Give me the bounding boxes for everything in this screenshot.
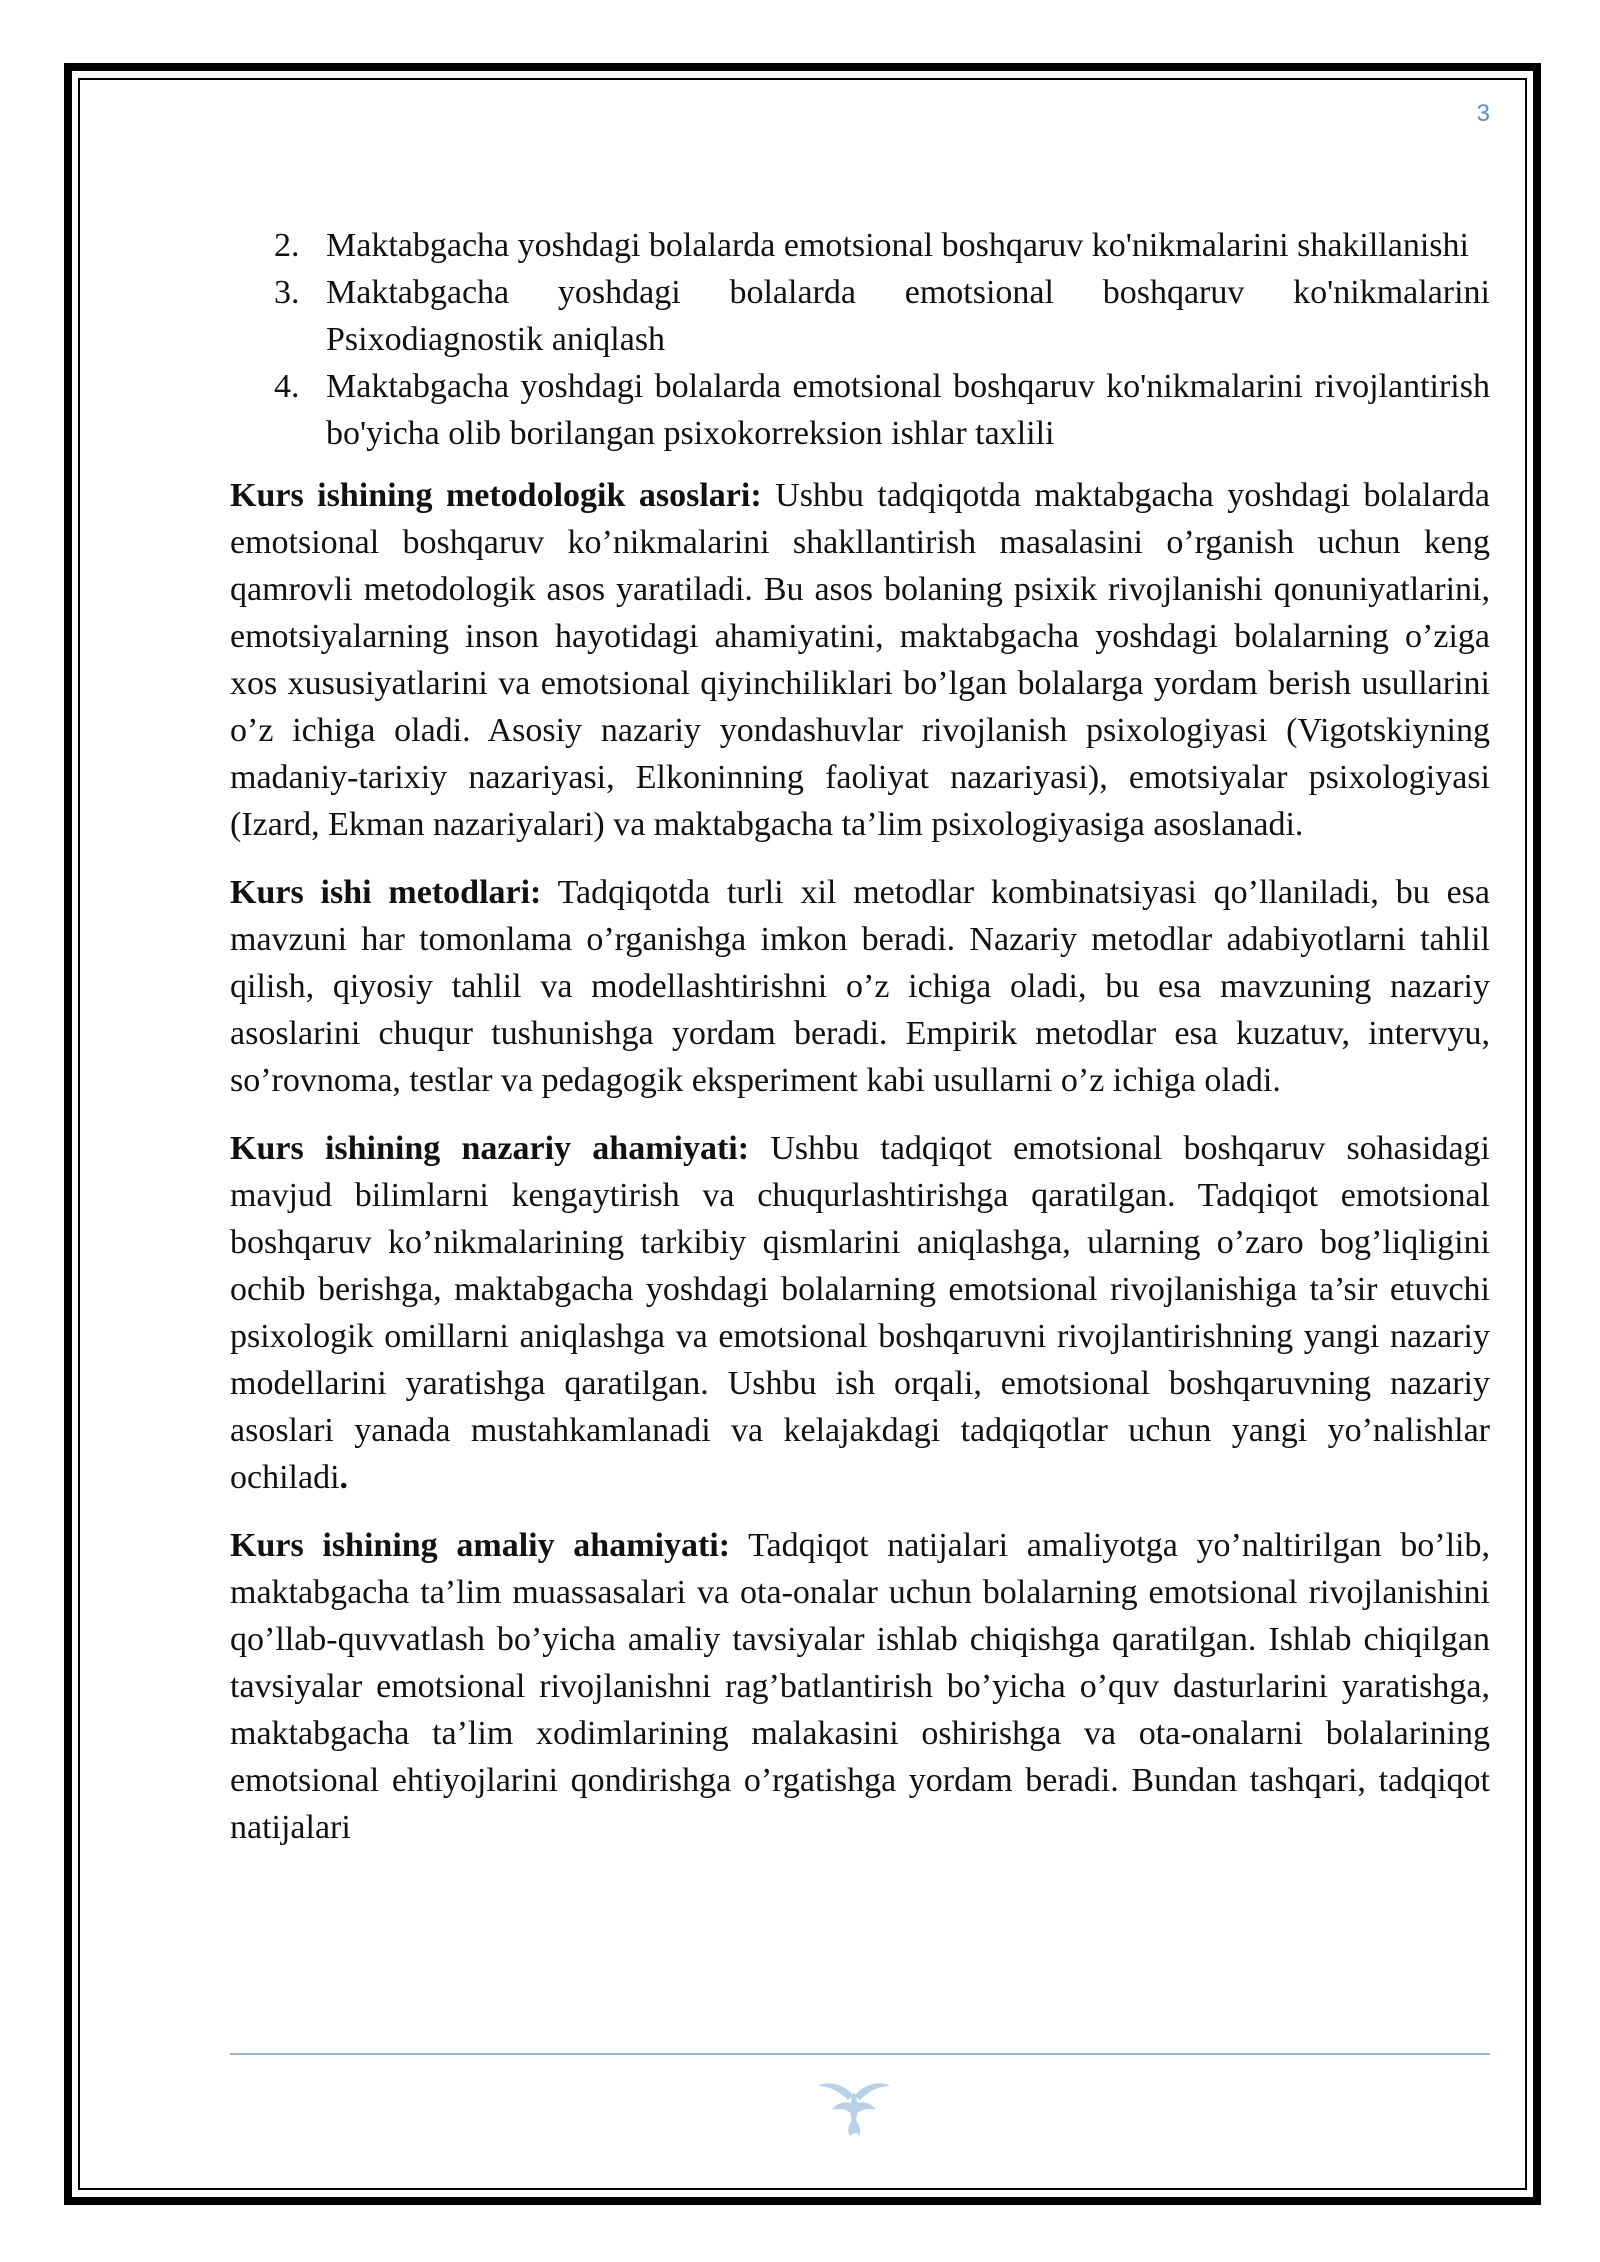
methodological-basis-paragraph [230,472,1490,848]
methods-text: Tadqiqotda turli xil metodlar kombinatsiyasi qo’llaniladi, bu esa mavzuni har tomonlama o’rganishga imkon beradi. Nazariy metodlar adabiyotlarni tahlil qilish, qiyosiy tahlil va modellashtirishni o’z ichiga oladi, bu esa mavzuning nazariy asoslarini chuqur tushunishga yordam beradi. Empirik metodlar esa kuzatuv, intervyu, so’rovnoma, testlar va pedagogik eksperiment kabi usullarni o’z ichiga oladi. [230,874,1490,1099]
list-item-text: Maktabgacha yoshdagi bolalarda emotsional boshqaruv ko'nikmalarini shakillanishi [326,227,1469,264]
practical-significance-text: Tadqiqot natijalari amaliyotga yo’naltirilgan bo’lib, maktabgacha ta’lim muassasalari va ota-onalar uchun bolalarning emotsional rivojlanishini qo’llab-quvvatlash bo’yicha amaliy tavsiyalar ishlab chiqishga qaratilgan. Ishlab chiqilgan tavsiyalar emotsional rivojlanishni rag’batlantirish bo’yicha o’quv dasturlarini yaratishga, maktabgacha ta’lim xodimlarining malakasini oshirishga va ota-onalarni bolalarining emotsional ehtiyojlarini qondirishga o’rgatishga yordam beradi. Bundan tashqari, tadqiqot natijalari [230,1527,1490,1846]
theoretical-significance-end-period: . [339,1459,349,1496]
methods-paragraph [230,869,1490,1104]
list-item [274,363,1490,457]
goals-list [230,222,1490,457]
theoretical-significance-paragraph [230,1125,1490,1501]
list-item-number: 2. [274,227,300,264]
practical-significance-paragraph [230,1522,1490,1851]
methodological-basis-text: Ushbu tadqiqotda maktabgacha yoshdagi bolalarda emotsional boshqaruv ko’nikmalarini shakllantirish masalasini o’rganish uchun keng qamrovli metodologik asos yaratiladi. Bu asos bolaning psixik rivojlanishi qonuniyatlarini, emotsiyalarning inson hayotidagi ahamiyatini, maktabgacha yoshdagi bolalarning o’ziga xos xususiyatlarini va emotsional qiyinchiliklari bo’lgan bolalarga yordam berish usullarini o’z ichiga oladi. Asosiy nazariy yondashuvlar rivojlanish psixologiyasi (Vigotskiyning madaniy-tarixiy nazariyasi, Elkoninning faoliyat nazariyasi), emotsiyalar psixologiyasi (Izard, Ekman nazariyalari) va maktabgacha ta’lim psixologiyasiga asoslanadi. [230,477,1490,843]
theoretical-significance-heading: Kurs ishining nazariy ahamiyati: [230,1130,750,1167]
list-item [274,222,1490,269]
footer-divider [230,2053,1490,2055]
methods-heading: Kurs ishi metodlari: [230,874,542,911]
list-item-number: 3. [274,274,300,311]
list-item-text: Maktabgacha yoshdagi bolalarda emotsional boshqaruv ko'nikmalarini Psixodiagnostik aniqlash [326,274,1490,358]
methodological-basis-heading: Kurs ishining metodologik asoslari: [230,477,762,514]
practical-significance-heading: Kurs ishining amaliy ahamiyati: [230,1527,731,1564]
page-content [230,222,1490,1872]
fleur-ornament-icon [814,2074,894,2138]
list-item [274,269,1490,363]
list-item-text: Maktabgacha yoshdagi bolalarda emotsional boshqaruv ko'nikmalarini rivojlantirish bo'yicha olib borilangan psixokorreksion ishlar taxlili [326,368,1490,452]
list-item-number: 4. [274,368,300,405]
page-number: 3 [1476,100,1490,127]
theoretical-significance-text: Ushbu tadqiqot emotsional boshqaruv sohasidagi mavjud bilimlarni kengaytirish va chuqurlashtirishga qaratilgan. Tadqiqot emotsional boshqaruv ko’nikmalarining tarkibiy qismlarini aniqlashga, ularning o’zaro bog’liqligini ochib berishga, maktabgacha yoshdagi bolalarning emotsional rivojlanishiga ta’sir etuvchi psixologik omillarni aniqlashga va emotsional boshqaruvni rivojlantirishning yangi nazariy modellarini yaratishga qaratilgan. Ushbu ish orqali, emotsional boshqaruvning nazariy asoslari yanada mustahkamlanadi va kelajakdagi tadqiqotlar uchun yangi yo’nalishlar ochiladi [230,1130,1490,1496]
